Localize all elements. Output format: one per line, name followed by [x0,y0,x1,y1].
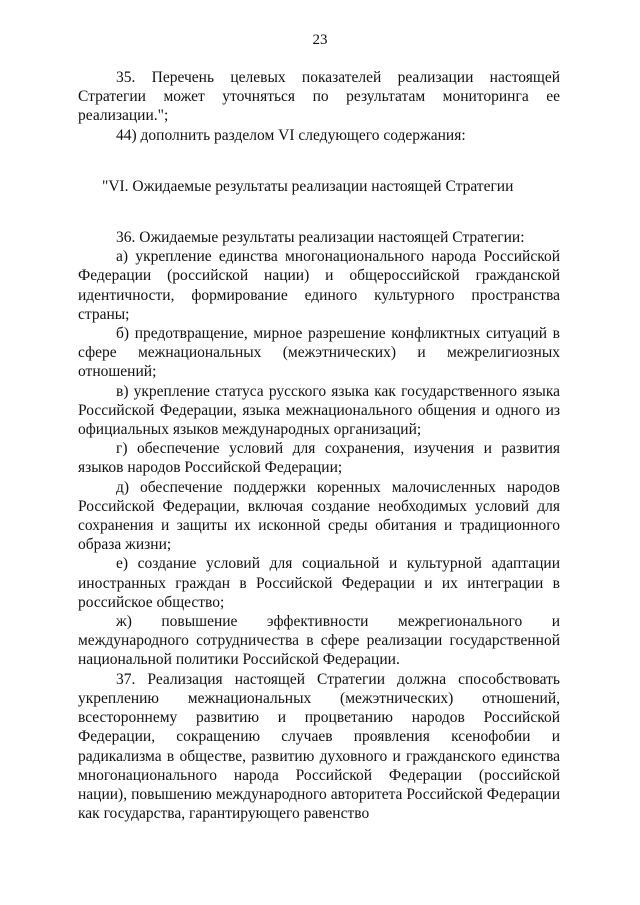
page-number: 23 [312,32,328,48]
list-item-v: в) укрепление статуса русского языка как государственного языка Российской Федерации, языка межнационального общения и одного из официальных языков международных организаций; [78,382,560,439]
section-heading-vi: "VI. Ожидаемые результаты реализации настоящей Стратегии [102,177,514,195]
paragraph-36: 36. Ожидаемые результаты реализации настоящей Стратегии: [116,229,525,247]
paragraph-37: 37. Реализация настоящей Стратегии должна способствовать укреплению межнациональных (межэтнических) отношений, всестороннему развитию и процветанию народов Российской Федерации, сокращению случаев проявления ксенофобии и радикализма в обществе, развитию духовного и гражданского единства многонационального народа Российской Федерации (российской нации), повышению международного авторитета Российской Федерации как государства, гарантирующего равенство [78,670,560,823]
document-body [78,68,560,823]
list-item-b: б) предотвращение, мирное разрешение конфликтных ситуаций в сфере межнациональных (межэтнических) и межрелигиозных отношений; [78,325,560,381]
list-item-zh: ж) повышение эффективности межрегионального и международного сотрудничества в сфере реализации государственной национальной политики Российской Федерации. [78,613,560,669]
list-item-g: г) обеспечение условий для сохранения, изучения и развития языков народов Российской Федерации; [78,440,560,477]
list-item-a: а) укрепление единства многонационального народа Российской Федерации (российской нации) и общероссийской гражданской идентичности, формирование единого культурного пространства страны; [78,248,560,323]
paragraph-35: 35. Перечень целевых показателей реализации настоящей Стратегии может уточняться по результатам мониторинга ее реализации."; [78,69,560,125]
list-item-d: д) обеспечение поддержки коренных малочисленных народов Российской Федерации, включая создание необходимых условий для сохранения и защиты их исконной среды обитания и традиционного образа жизни; [78,478,560,554]
list-item-e: е) создание условий для социальной и культурной адаптации иностранных граждан в Российской Федерации и их интеграции в российское общество; [78,555,560,611]
paragraph-amendment-44: 44) дополнить разделом VI следующего содержания: [116,126,466,144]
